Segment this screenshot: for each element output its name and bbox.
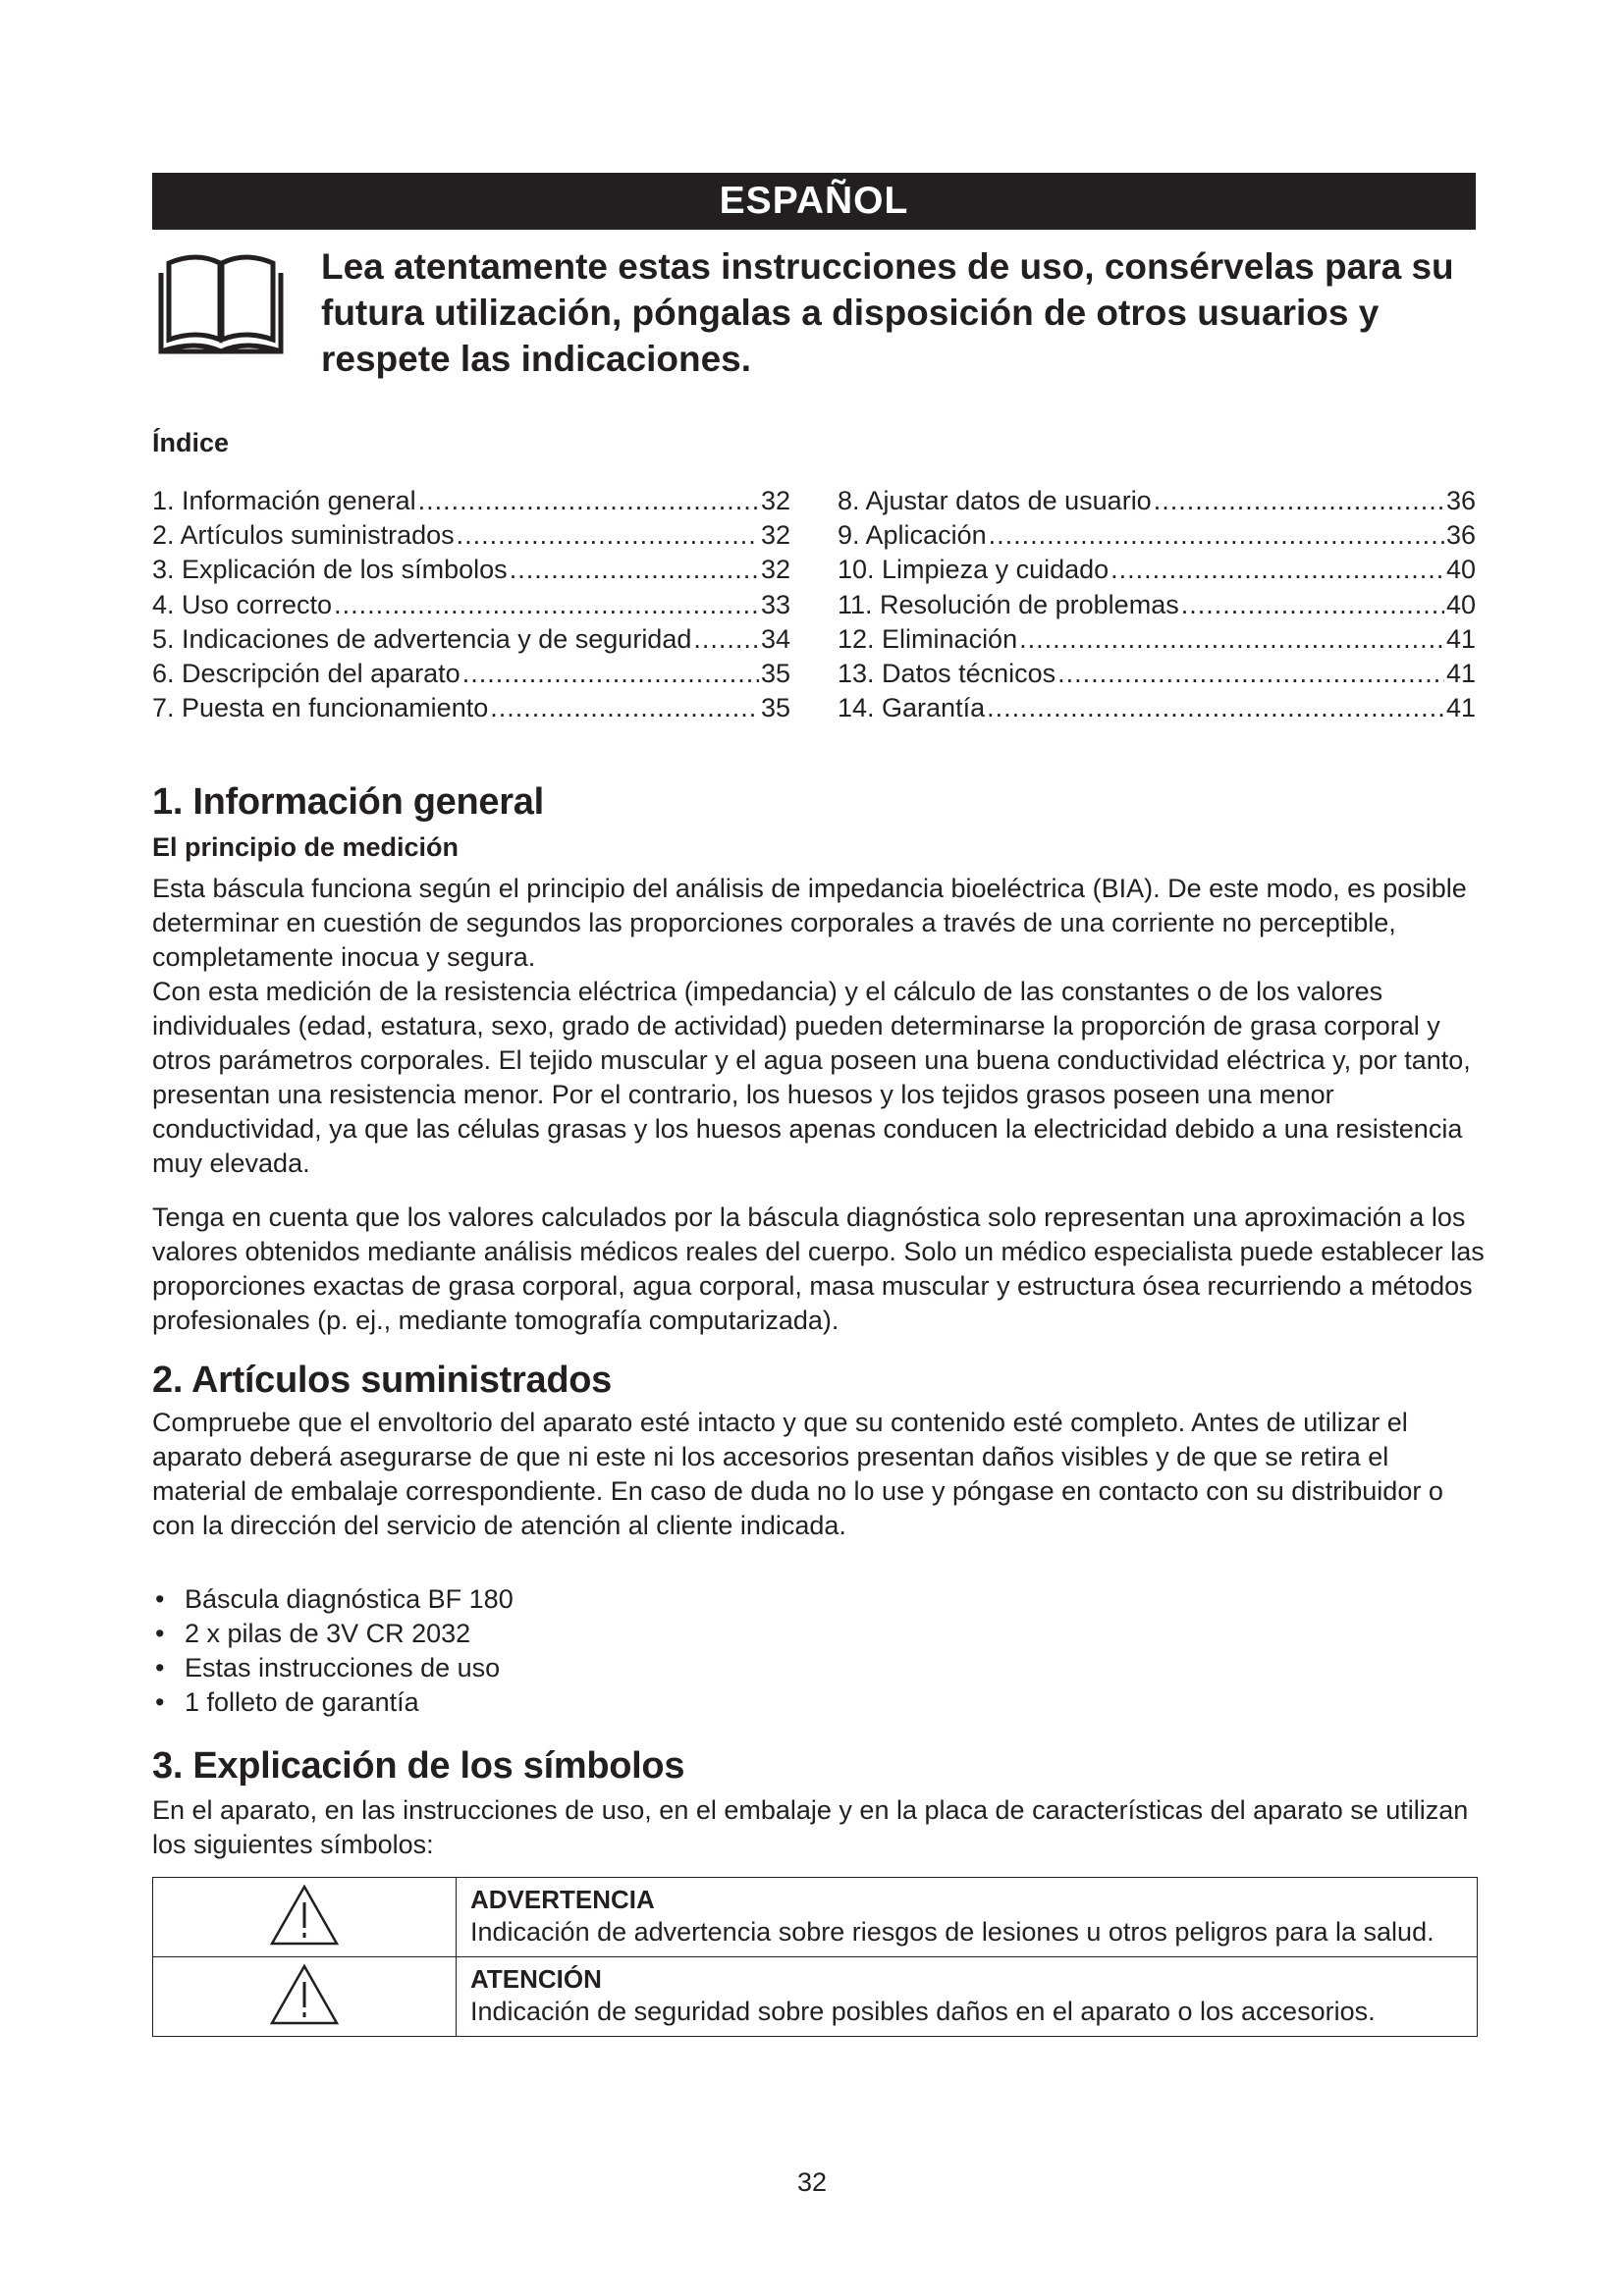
toc-item-page: 32	[760, 555, 790, 585]
toc-item-label: 12. Eliminación	[838, 623, 1018, 654]
toc-item-page: 36	[1445, 520, 1476, 551]
toc-item[interactable]	[838, 622, 1476, 657]
toc-leader	[1057, 657, 1444, 691]
toc-leader	[1181, 588, 1444, 622]
list-item	[152, 1582, 514, 1617]
toc-leader	[1154, 484, 1444, 518]
warning-triangle-icon	[269, 1883, 340, 1948]
open-book-icon	[157, 249, 285, 357]
section1-heading: 1. Información general	[152, 781, 544, 823]
toc-leader	[418, 484, 759, 518]
toc-item[interactable]	[152, 518, 790, 553]
toc-item[interactable]	[152, 691, 790, 725]
toc-item-label: 4. Uso correcto	[152, 589, 333, 619]
toc-item[interactable]	[152, 553, 790, 587]
section1-paragraph-1: Esta báscula funciona según el principio del análisis de impedancia bioeléctrica (BIA). De este modo, es posible determinar en cuestión de segundos las proporciones corporales a través de una corriente no perceptible, completamente inocua y segura.	[152, 874, 1467, 972]
bullet: •	[155, 1653, 165, 1682]
list-item	[152, 1617, 514, 1651]
warning-triangle-icon	[269, 1962, 340, 2027]
toc-leader	[1019, 622, 1444, 657]
symbol-icon-cell	[153, 1878, 457, 1957]
toc-item-label: 1. Información general	[152, 486, 416, 515]
section2-heading: 2. Artículos suministrados	[152, 1360, 613, 1401]
list-item	[152, 1651, 514, 1685]
toc-item[interactable]	[838, 484, 1476, 518]
toc-item-label: 9. Aplicación	[838, 520, 987, 551]
toc-item-page: 41	[1445, 693, 1476, 723]
symbol-text-cell	[457, 1878, 1478, 1957]
list-item-text: Báscula diagnóstica BF 180	[185, 1584, 514, 1614]
section1-subheading: El principio de medición	[152, 832, 460, 862]
table-row	[153, 1957, 1478, 2037]
toc-item[interactable]	[152, 484, 790, 518]
section1-paragraph-2: Con esta medición de la resistencia eléctrica (impedancia) y el cálculo de las constantes o de los valores individuales (edad, estatura, sexo, grado de actividad) pueden determinarse la proporción de grasa corporal y otros parámetros corporales. El tejido muscular y el agua poseen una buena conductividad eléctrica y, por tanto, presentan una resistencia menor. Por el contrario, los huesos y los tejidos grasos poseen una menor conductividad, ya que las células grasas y los huesos apenas conducen la electricidad debido a una resistencia muy elevada.	[152, 977, 1471, 1178]
toc-item-page: 34	[760, 623, 790, 654]
symbol-label: ADVERTENCIA	[470, 1885, 655, 1914]
toc-item-page: 35	[760, 659, 790, 689]
toc-leader	[457, 518, 759, 553]
toc-item-label: 11. Resolución de problemas	[838, 589, 1179, 619]
section2-paragraph: Compruebe que el envoltorio del aparato esté intacto y que su contenido esté completo. Antes de utilizar el aparato deberá asegurarse de que ni este ni los accesorios presentan daños visibles y de que se retira el material de embalaje correspondiente. En caso de duda no lo use y póngase en contacto con su distribuidor o con la dirección del servicio de atención al cliente indicada.	[152, 1408, 1443, 1540]
toc-item[interactable]	[838, 518, 1476, 553]
toc-item[interactable]	[838, 553, 1476, 587]
symbols-table	[152, 1877, 1478, 2037]
symbol-label: ATENCIÓN	[470, 1964, 602, 1994]
toc-leader	[987, 691, 1444, 725]
symbol-text-cell	[457, 1957, 1478, 2037]
symbol-icon-cell	[153, 1957, 457, 2037]
toc-item[interactable]	[152, 622, 790, 657]
bullet: •	[155, 1687, 165, 1717]
toc-item-label: 2. Artículos suministrados	[152, 520, 455, 551]
toc-item-label: 7. Puesta en funcionamiento	[152, 693, 489, 723]
toc-leader	[1110, 553, 1444, 587]
bullet: •	[155, 1584, 165, 1614]
toc-item-page: 32	[760, 486, 790, 515]
section1-paragraph-3: Tenga en cuenta que los valores calculados por la báscula diagnóstica solo representan una aproximación a los valores obtenidos mediante análisis médicos reales del cuerpo. Solo un médico especialista puede establecer las proporciones exactas de grasa corporal, agua corporal, masa muscular y estructura ósea recurriendo a métodos profesionales (p. ej., mediante tomografía computarizada).	[152, 1202, 1485, 1335]
toc-item[interactable]	[838, 588, 1476, 622]
toc-item-label: 3. Explicación de los símbolos	[152, 555, 508, 585]
toc-left-column	[152, 484, 790, 725]
toc-leader	[693, 622, 759, 657]
toc-item[interactable]	[152, 657, 790, 691]
symbol-description: Indicación de seguridad sobre posibles daños en el aparato o los accesorios.	[470, 1997, 1376, 2026]
toc-right-column	[838, 484, 1476, 725]
toc-item-page: 40	[1445, 555, 1476, 585]
toc-title: Índice	[152, 428, 230, 457]
language-banner: ESPAÑOL	[152, 173, 1476, 230]
toc-item[interactable]	[838, 657, 1476, 691]
toc-item-page: 35	[760, 693, 790, 723]
toc-leader	[490, 691, 759, 725]
toc-item-label: 5. Indicaciones de advertencia y de seguridad	[152, 623, 692, 654]
toc-item-label: 13. Datos técnicos	[838, 659, 1056, 689]
section3-paragraph: En el aparato, en las instrucciones de uso, en el embalaje y en la placa de características del aparato se utilizan los siguientes símbolos:	[152, 1795, 1469, 1859]
toc-item-label: 6. Descripción del aparato	[152, 659, 460, 689]
toc-leader	[510, 553, 759, 587]
toc-item[interactable]	[152, 588, 790, 622]
toc-item[interactable]	[838, 691, 1476, 725]
toc-item-page: 41	[1445, 623, 1476, 654]
toc-item-page: 33	[760, 589, 790, 619]
page-number: 32	[796, 2167, 828, 2197]
bullet: •	[155, 1619, 165, 1648]
list-item-text: 2 x pilas de 3V CR 2032	[185, 1619, 471, 1648]
table-row	[153, 1878, 1478, 1957]
delivery-items-list	[152, 1582, 514, 1720]
list-item-text: 1 folleto de garantía	[185, 1687, 419, 1717]
toc-item-page: 41	[1445, 659, 1476, 689]
list-item-text: Estas instrucciones de uso	[185, 1653, 501, 1682]
toc-item-page: 32	[760, 520, 790, 551]
toc-leader	[334, 588, 759, 622]
toc-item-page: 36	[1445, 486, 1476, 515]
toc-item-label: 10. Limpieza y cuidado	[838, 555, 1110, 585]
section3-heading: 3. Explicación de los símbolos	[152, 1745, 685, 1787]
symbol-description: Indicación de advertencia sobre riesgos de lesiones u otros peligros para la salud.	[470, 1917, 1435, 1947]
intro-notice: Lea atentamente estas instrucciones de uso, consérvelas para su futura utilización, póngalas a disposición de otros usuarios y respete las indicaciones.	[321, 246, 1454, 379]
list-item	[152, 1685, 514, 1720]
toc-item-page: 40	[1445, 589, 1476, 619]
toc-item-label: 8. Ajustar datos de usuario	[838, 486, 1152, 515]
toc-leader	[989, 518, 1444, 553]
toc-leader	[462, 657, 759, 691]
toc-item-label: 14. Garantía	[838, 693, 986, 723]
